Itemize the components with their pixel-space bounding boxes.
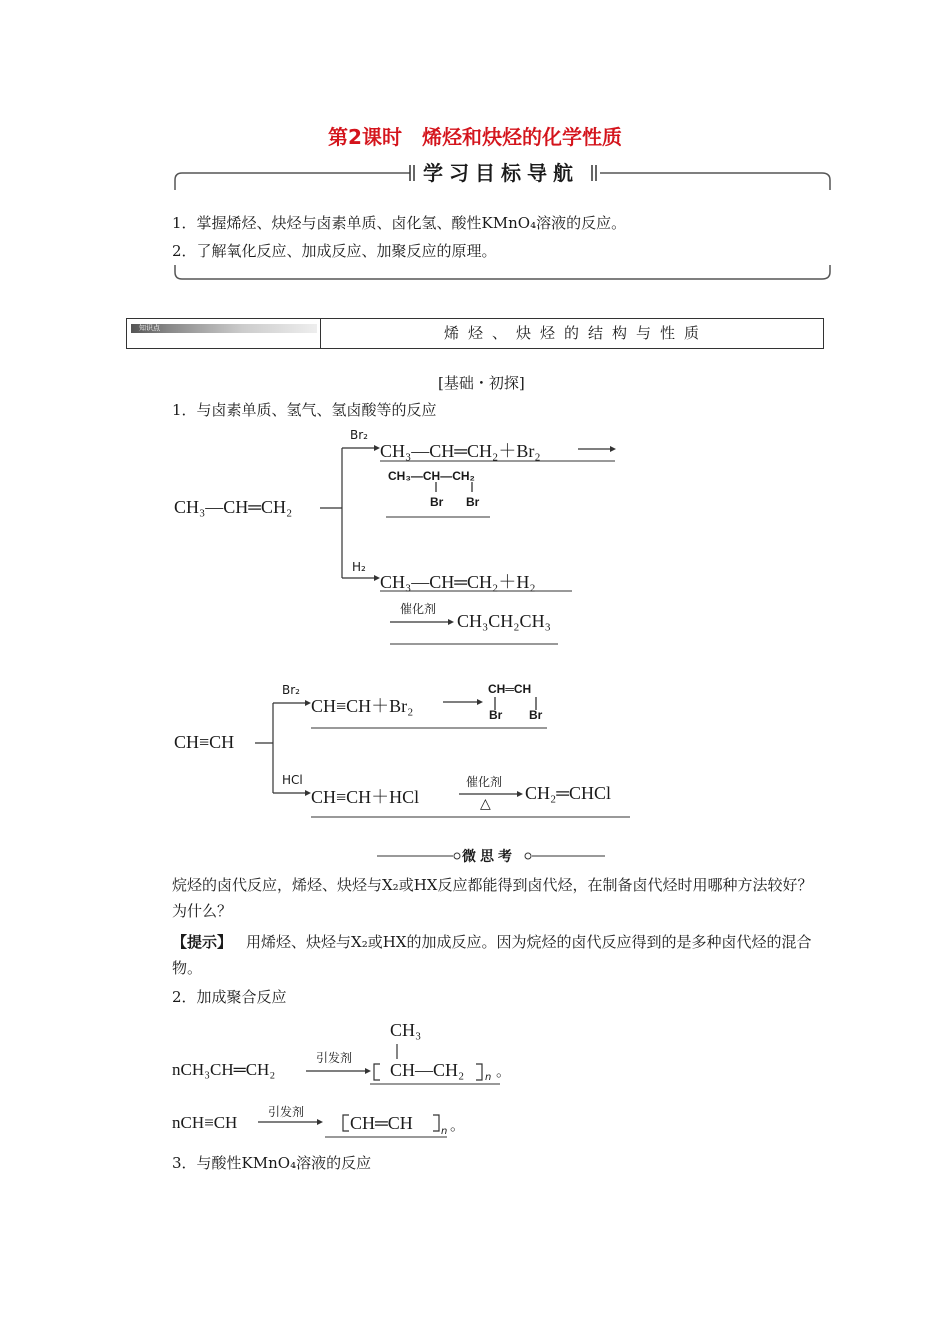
- propene-br2-label: Br₂: [350, 428, 368, 442]
- propene-h2-equation: CH₃—CH═CH₂＋H₂: [380, 572, 536, 592]
- acetylene-br2-equation: CH≡CH＋Br₂: [311, 696, 414, 716]
- acetylene-hcl-catalyst: 催化剂: [466, 775, 503, 789]
- micro-think-heading: 微思考: [462, 849, 516, 865]
- polymer2-n: n: [441, 1126, 448, 1137]
- basics-label: [基础・初探]: [438, 374, 525, 392]
- acetylene-hcl-label: HCl: [282, 773, 303, 787]
- acetylene-hcl-condition: △: [480, 796, 491, 812]
- hint-text: 用烯烃、炔烃与X₂或HX的加成反应。因为烷烃的卤代反应得到的是多种卤代烃的混合物。: [172, 933, 812, 977]
- polymer2-initiator: 引发剂: [268, 1105, 305, 1119]
- acetylene-hcl-equation: CH≡CH＋HCl: [311, 787, 420, 807]
- propene-h2-product: CH₃CH₂CH₃: [457, 611, 551, 631]
- item1-heading: 1．与卤素单质、氢气、氢卤酸等的反应: [172, 401, 437, 419]
- propene-br2-equation: CH₃—CH═CH₂＋Br₂: [380, 441, 541, 461]
- section-tag: 知识点: [139, 324, 160, 332]
- acetylene-br2-product: CH═CH: [488, 682, 532, 696]
- propene-h2-catalyst: 催化剂: [400, 602, 437, 616]
- propene-br2-product: CH₃—CH—CH₂: [388, 469, 475, 483]
- propene-br2-product-br2: Br: [466, 495, 480, 509]
- polymer1-branch: CH₃: [390, 1020, 422, 1040]
- page-title: 第2课时 烯烃和炔烃的化学性质: [328, 125, 622, 149]
- polymer1-n: n: [485, 1072, 492, 1083]
- section-heading: 烯烃、炔烃的结构与性质: [444, 324, 709, 342]
- goal-item-1: 1．掌握烯烃、炔烃与卤素单质、卤化氢、酸性KMnO₄溶液的反应。: [172, 214, 627, 232]
- hint-label: 【提示】: [172, 933, 233, 951]
- polymer2-reactant: nCH≡CH: [172, 1113, 238, 1132]
- micro-think-question: [172, 872, 822, 924]
- micro-think-hint: [172, 929, 822, 981]
- acetylene-br2-product-br1: Br: [489, 708, 503, 722]
- goals-heading: 学习目标导航: [423, 161, 579, 185]
- polymer1-chain: CH—CH₂: [390, 1060, 465, 1080]
- polymer1-reactant: nCH₃CH═CH₂: [172, 1060, 276, 1079]
- item2-heading: 2．加成聚合反应: [172, 988, 287, 1006]
- acetylene-reactant: CH≡CH: [174, 732, 235, 752]
- propene-reactant: CH₃—CH═CH₂: [174, 497, 293, 517]
- goal-item-2: 2．了解氧化反应、加成反应、加聚反应的原理。: [172, 242, 497, 260]
- propene-h2-label: H₂: [352, 560, 366, 574]
- polymer2-end: 。: [450, 1116, 466, 1134]
- polymer1-initiator: 引发剂: [316, 1051, 353, 1065]
- acetylene-hcl-product: CH₂═CHCl: [525, 783, 612, 803]
- acetylene-br2-label: Br₂: [282, 683, 300, 697]
- section-banner: [126, 318, 824, 349]
- propene-br2-product-br1: Br: [430, 495, 444, 509]
- acetylene-br2-product-br2: Br: [529, 708, 543, 722]
- item3-heading: 3．与酸性KMnO₄溶液的反应: [172, 1154, 372, 1172]
- micro-think-question-text: 烷烃的卤代反应，烯烃、炔烃与X₂或HX反应都能得到卤代烃，在制备卤代烃时用哪种方法较好？为什么？: [172, 876, 813, 920]
- polymer2-chain: CH═CH: [350, 1113, 413, 1133]
- polymer1-end: 。: [496, 1062, 512, 1080]
